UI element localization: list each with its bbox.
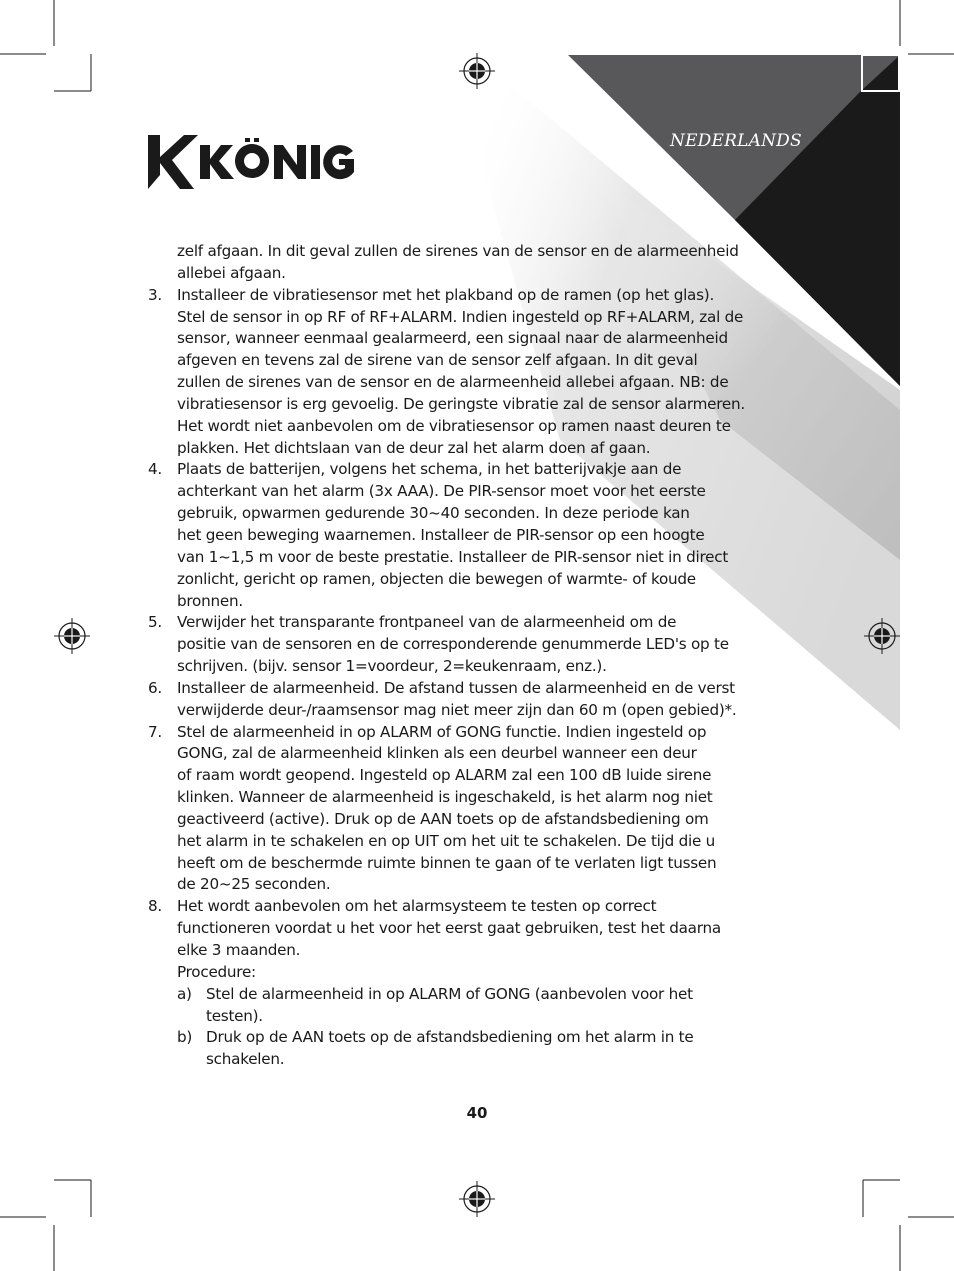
list-item-number: 5.	[148, 613, 162, 632]
registration-mark-left	[54, 618, 90, 654]
list-item	[148, 459, 758, 612]
sub-list-item-text: Stel de alarmeenheid in op ALARM of GONG (aanbevolen voor het testen).	[206, 984, 693, 1025]
body-text	[148, 241, 758, 1071]
registration-mark-top	[459, 53, 495, 89]
page-number: 40	[466, 1104, 488, 1122]
sub-list-item-text: Druk op de AAN toets op de afstandsbediening om het alarm in te schakelen.	[206, 1028, 694, 1069]
sub-list-item-letter: a)	[177, 984, 192, 1003]
list-item-number: 3.	[148, 285, 162, 304]
list-item-number: 7.	[148, 722, 162, 741]
list-item-text: Installeer de vibratiesensor met het plakband op de ramen (op het glas). Stel de sensor in op RF of RF+ALARM. Indien ingesteld op RF+ALARM, zal de sensor, wanneer eenmaal gealarmeerd, een signaal naar de alarmeenheid afgeven en tevens zal de sirene van de sensor zelf afgaan. In dit geval zullen de sirenes van de sensor en de alarmeenheid allebei afgaan. NB: de vibratiesensor is erg gevoelig. De geringste vibratie zal de sensor alarmeren. Het wordt niet aanbevolen om de vibratiesensor op ramen naast deuren te plakken. Het dichtslaan van de deur zal het alarm doen af gaan.	[177, 285, 745, 457]
list-item-text: Installeer de alarmeenheid. De afstand tussen de alarmeenheid en de verst verwijderde deur-/raamsensor mag niet meer zijn dan 60 m (open gebied)*.	[177, 678, 737, 719]
list-item-text: Plaats de batterijen, volgens het schema, in het batterijvakje aan de achterkant van het alarm (3x AAA). De PIR-sensor moet voor het eerste gebruik, opwarmen gedurende 30~40 seconden. In deze periode kan het geen beweging waarnemen. Installeer de PIR-sensor op een hoogte van 1~1,5 m voor de beste prestatie. Installeer de PIR-sensor niet in direct zonlicht, gericht op ramen, objecten die bewegen of warmte- of koude bronnen.	[177, 460, 729, 610]
sub-list-item-letter: b)	[177, 1028, 193, 1047]
list-item	[148, 285, 758, 460]
language-label: NEDERLANDS	[670, 131, 802, 151]
logo-emblem	[148, 135, 198, 189]
list-item-number: 8.	[148, 897, 162, 916]
list-item	[148, 722, 758, 897]
konig-logo	[148, 135, 354, 189]
registration-mark-bottom	[459, 1181, 495, 1217]
list-item-number: 6.	[148, 678, 162, 697]
sub-list-item	[177, 1027, 758, 1071]
sub-list	[148, 984, 758, 1071]
numbered-list	[148, 285, 758, 984]
list-item-text: Stel de alarmeenheid in op ALARM of GONG functie. Indien ingesteld op GONG, zal de alarmeenheid klinken als een deurbel wanneer een deur of raam wordt geopend. Ingesteld op ALARM zal een 100 dB luide sirene klinken. Wanneer de alarmeenheid is ingeschakeld, is het alarm nog niet geactiveerd (active). Druk op de AAN toets op de afstandsbediening om het alarm in te schakelen en op UIT om het uit te schakelen. De tijd die u heeft om de beschermde ruimte binnen te gaan of te verlaten ligt tussen de 20~25 seconden.	[177, 722, 717, 894]
list-item-text: Het wordt aanbevolen om het alarmsysteem te testen op correct functioneren voordat u het voor het eerst gaat gebruiken, test het daarna elke 3 maanden. Procedure:	[177, 897, 721, 981]
list-item	[148, 612, 758, 678]
list-item-number: 4.	[148, 460, 162, 479]
continuation-text: zelf afgaan. In dit geval zullen de sirenes van de sensor en de alarmeenheid allebei afgaan.	[177, 242, 739, 282]
sub-list-item	[177, 984, 758, 1028]
list-item-text: Verwijder het transparante frontpaneel van de alarmeenheid om de positie van de sensoren en de corresponderende genummerde LED's op te schrijven. (bijv. sensor 1=voordeur, 2=keukenraam, enz.).	[177, 613, 729, 676]
list-item	[148, 896, 758, 983]
list-item	[148, 678, 758, 722]
